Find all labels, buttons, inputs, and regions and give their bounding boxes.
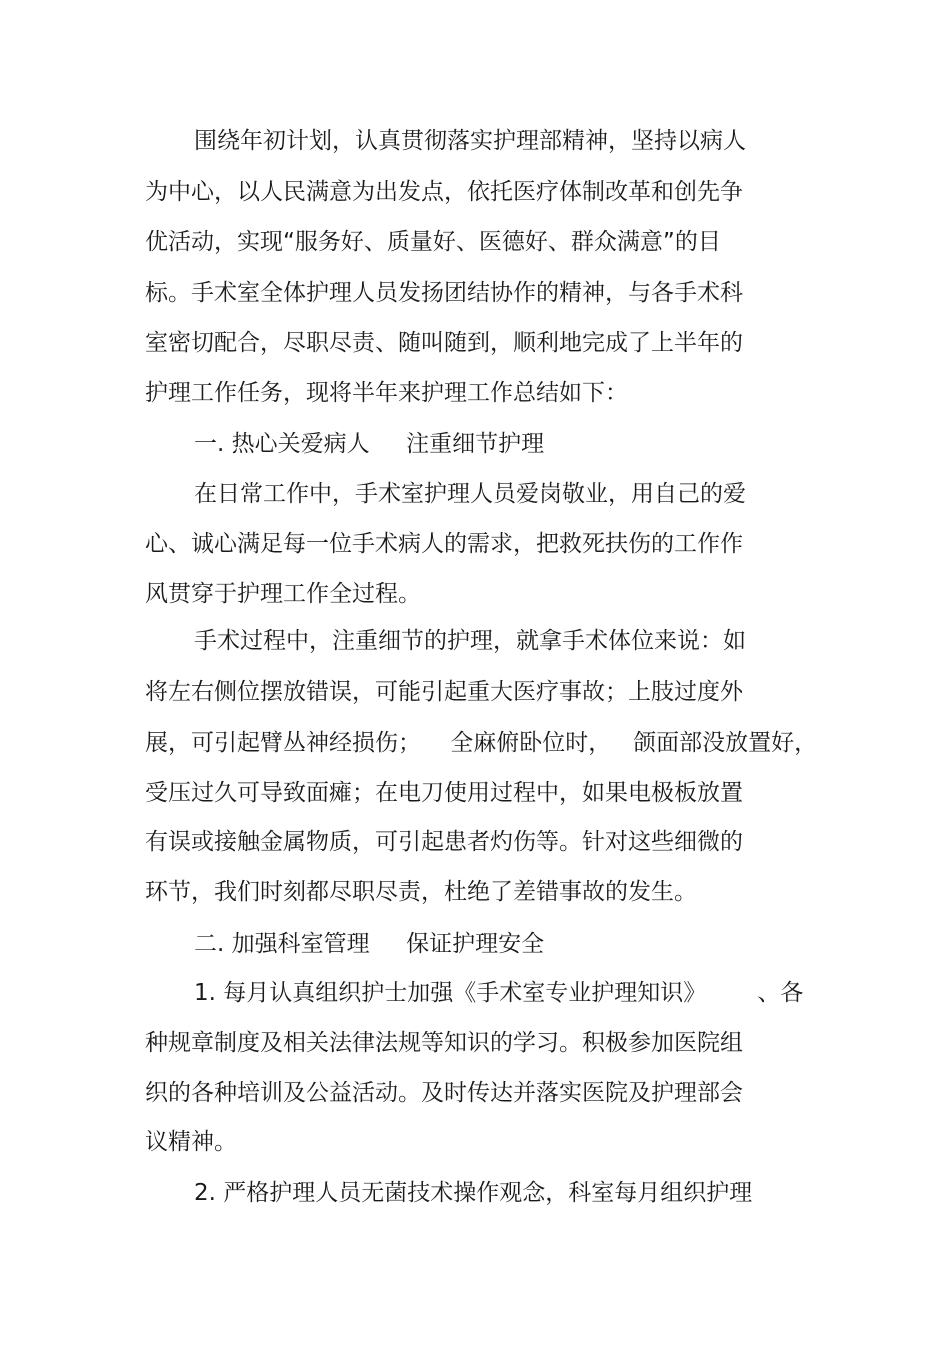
paragraph-intro-line-3: 优活动，实现“服务好、质量好、医德好、群众满意”的目 bbox=[145, 229, 721, 255]
list-item-1-line-1: 1. 每月认真组织护士加强《手术室专业护理知识》 、各 bbox=[194, 980, 804, 1006]
paragraph-care-line-2: 心、诚心满足每一位手术病人的需求，把救死扶伤的工作作 bbox=[145, 531, 743, 557]
paragraph-intro-line-1: 围绕年初计划，认真贯彻落实护理部精神，坚持以病人 bbox=[194, 128, 746, 154]
list-item-1-line-3: 织的各种培训及公益活动。及时传达并落实医院及护理部会 bbox=[145, 1080, 743, 1106]
paragraph-detail-line-5: 有误或接触金属物质，可引起患者灼伤等。针对这些细微的 bbox=[145, 829, 743, 855]
paragraph-intro-line-4: 标。手术室全体护理人员发扬团结协作的精神，与各手术科 bbox=[145, 280, 743, 306]
list-item-1-line-2: 种规章制度及相关法律法规等知识的学习。积极参加医院组 bbox=[145, 1030, 743, 1056]
paragraph-detail-line-1: 手术过程中，注重细节的护理，就拿手术体位来说：如 bbox=[194, 628, 746, 654]
paragraph-intro-line-5: 室密切配合，尽职尽责、随叫随到，顺利地完成了上半年的 bbox=[145, 330, 743, 356]
paragraph-detail-line-6: 环节，我们时刻都尽职尽责，杜绝了差错事故的发生。 bbox=[145, 879, 697, 905]
paragraph-care-line-1: 在日常工作中，手术室护理人员爱岗敬业，用自己的爱 bbox=[194, 481, 746, 507]
paragraph-detail-line-4: 受压过久可导致面瘫；在电刀使用过程中，如果电极板放置 bbox=[145, 780, 743, 806]
section-heading-1: 一. 热心关爱病人 注重细节护理 bbox=[194, 431, 545, 457]
section-heading-2: 二. 加强科室管理 保证护理安全 bbox=[194, 931, 545, 957]
paragraph-intro-line-6: 护理工作任务，现将半年来护理工作总结如下： bbox=[145, 380, 628, 406]
paragraph-care-line-3: 风贯穿于护理工作全过程。 bbox=[145, 581, 421, 607]
list-item-1-line-4: 议精神。 bbox=[145, 1129, 237, 1155]
paragraph-detail-line-3: 展，可引起臂丛神经损伤； 全麻俯卧位时， 颌面部没放置好， bbox=[145, 730, 818, 756]
list-item-2-line-1: 2. 严格护理人员无菌技术操作观念，科室每月组织护理 bbox=[194, 1180, 753, 1206]
paragraph-intro-line-2: 为中心，以人民满意为出发点，依托医疗体制改革和创先争 bbox=[145, 179, 743, 205]
paragraph-detail-line-2: 将左右侧位摆放错误，可能引起重大医疗事故；上肢过度外 bbox=[145, 679, 743, 705]
